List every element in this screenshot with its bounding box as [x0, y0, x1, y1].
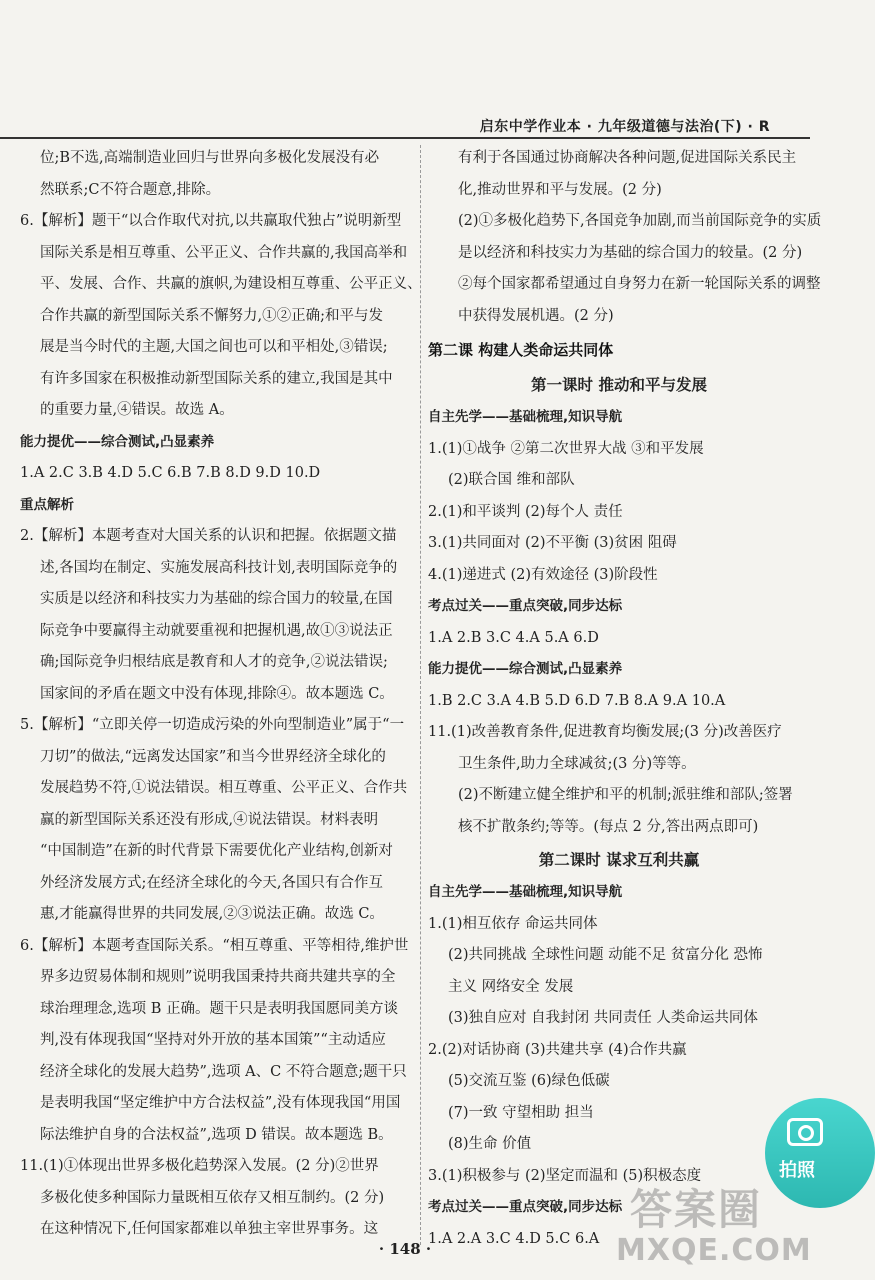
- section-heading: 重点解析: [20, 496, 74, 513]
- text-line: 有许多国家在积极推动新型国际关系的建立,我国是其中: [40, 370, 393, 387]
- text-line: 中获得发展机遇。(2 分): [458, 307, 614, 324]
- text-line: “中国制造”在新的时代背景下需要优化产业结构,创新对: [40, 843, 393, 859]
- text-line: 判,没有体现我国“坚持对外开放的基本国策”“主动适应: [40, 1032, 386, 1048]
- right-column: [428, 143, 822, 1255]
- text-line: 1.A 2.A 3.C 4.D 5.C 6.A: [428, 1230, 600, 1247]
- text-line: 2.(2)对话协商 (3)共建共享 (4)合作共赢: [428, 1041, 687, 1058]
- text-line: 多极化使多种国际力量既相互依存又相互制约。(2 分): [40, 1189, 385, 1206]
- section-heading: 能力提优——综合测试,凸显素养: [20, 433, 215, 450]
- text-line: 位;B不选,高端制造业回归与世界向多极化发展没有必: [40, 150, 380, 166]
- text-line: (8)生命 价值: [448, 1136, 532, 1152]
- text-line: 主义 网络安全 发展: [448, 978, 574, 995]
- text-line: (5)交流互鉴 (6)绿色低碳: [448, 1073, 610, 1089]
- page-header: [0, 0, 810, 150]
- text-line: 3.(1)共同面对 (2)不平衡 (3)贫困 阻碍: [428, 535, 677, 551]
- text-line: 是以经济和科技实力为基础的综合国力的较量。(2 分): [458, 244, 803, 261]
- section-heading: 自主先学——基础梳理,知识导航: [428, 884, 623, 900]
- text-line: 外经济发展方式;在经济全球化的今天,各国只有合作互: [40, 874, 383, 891]
- text-line: 合作共赢的新型国际关系不懈努力,①②正确;和平与发: [40, 307, 383, 324]
- column-divider: [420, 145, 421, 1245]
- text-line: 惠,才能赢得世界的共同发展,②③说法正确。故选 C。: [40, 906, 384, 922]
- text-line: 刀切”的做法,“远离发达国家”和当今世界经济全球化的: [40, 748, 386, 765]
- left-column: [20, 143, 422, 1246]
- text-line: 有利于各国通过协商解决各种问题,促进国际关系民主: [458, 150, 797, 166]
- text-line: (2)联合国 维和部队: [448, 472, 575, 488]
- page-number: · 148 ·: [378, 1240, 432, 1258]
- section-heading: 考点过关——重点突破,同步达标: [428, 598, 623, 614]
- text-line: 1.B 2.C 3.A 4.B 5.D 6.D 7.B 8.A 9.A 10.A: [428, 692, 726, 709]
- text-line: 平、发展、合作、共赢的旗帜,为建设相互尊重、公平正义、: [40, 276, 422, 292]
- text-line: 确;国际竞争归根结底是教育和人才的竞争,②说法错误;: [40, 654, 388, 670]
- text-line: 6.【解析】题干“以合作取代对抗,以共赢取代独占”说明新型: [20, 213, 402, 229]
- text-line: 球治理理念,选项 B 正确。题干只是表明我国愿同美方谈: [40, 1000, 398, 1017]
- text-line: 1.(1)相互依存 命运共同体: [428, 915, 598, 932]
- text-line: 1.A 2.C 3.B 4.D 5.C 6.B 7.B 8.D 9.D 10.D: [20, 465, 321, 481]
- text-line: (2)①多极化趋势下,各国竞争加剧,而当前国际竞争的实质: [458, 213, 822, 229]
- watermark: [610, 1175, 810, 1275]
- text-line: 1.(1)①战争 ②第二次世界大战 ③和平发展: [428, 440, 704, 457]
- text-line: 6.【解析】本题考查国际关系。“相互尊重、平等相待,维护世: [20, 937, 409, 954]
- camera-icon: [787, 1118, 823, 1146]
- text-line: 界多边贸易体制和规则”说明我国秉持共商共建共享的全: [40, 969, 396, 985]
- watermark-top: 答案圈: [630, 1185, 763, 1234]
- text-line: 述,各国均在制定、实施发展高科技计划,表明国际竞争的: [40, 559, 398, 576]
- text-line: 2.【解析】本题考查对大国关系的认识和把握。依据题文描: [20, 528, 397, 544]
- text-line: (3)独自应对 自我封闭 共同责任 人类命运共同体: [448, 1010, 758, 1026]
- text-line: 卫生条件,助力全球减贫;(3 分)等等。: [458, 755, 696, 772]
- text-line: 的重要力量,④错误。故选 A。: [40, 402, 234, 418]
- header-title: 启东中学作业本 · 九年级道德与法治(下) · R: [479, 119, 770, 135]
- text-line: 2.(1)和平谈判 (2)每个人 责任: [428, 503, 623, 520]
- text-line: 11.(1)改善教育条件,促进教育均衡发展;(3 分)改善医疗: [428, 724, 782, 740]
- text-line: 11.(1)①体现出世界多极化趋势深入发展。(2 分)②世界: [20, 1158, 379, 1174]
- text-line: (2)不断建立健全维护和平的机制;派驻维和部队;签署: [458, 787, 793, 803]
- text-line: 5.【解析】“立即关停一切造成污染的外向型制造业”属于“一: [20, 717, 405, 733]
- text-line: 化,推动世界和平与发展。(2 分): [458, 181, 662, 198]
- photo-button-label: 拍照: [779, 1160, 815, 1181]
- text-line: 1.A 2.B 3.C 4.A 5.A 6.D: [428, 629, 599, 646]
- text-line: (7)一致 守望相助 担当: [448, 1104, 594, 1121]
- text-line: 然联系;C不符合题意,排除。: [40, 181, 221, 198]
- lesson-title: 第二课 构建人类命运共同体: [428, 341, 614, 359]
- section-subtitle: 第二课时 谋求互利共赢: [538, 851, 700, 869]
- header-rule: [0, 137, 810, 139]
- text-line: 在这种情况下,任何国家都难以单独主宰世界事务。这: [40, 1221, 379, 1237]
- section-subtitle: 第一课时 推动和平与发展: [531, 376, 707, 394]
- text-line: (2)共同挑战 全球性问题 动能不足 贫富分化 恐怖: [448, 947, 763, 963]
- text-line: 4.(1)递进式 (2)有效途径 (3)阶段性: [428, 566, 658, 583]
- text-line: 赢的新型国际关系还没有形成,④说法错误。材料表明: [40, 811, 379, 828]
- text-line: 3.(1)积极参与 (2)坚定而温和 (5)积极态度: [428, 1167, 702, 1184]
- section-heading: 能力提优——综合测试,凸显素养: [428, 661, 623, 677]
- text-line: 经济全球化的发展大趋势”,选项 A、C 不符合题意;题干只: [40, 1063, 407, 1080]
- section-heading: 考点过关——重点突破,同步达标: [428, 1199, 623, 1215]
- text-line: 发展趋势不符,①说法错误。相互尊重、公平正义、合作共: [40, 780, 408, 796]
- section-heading: 自主先学——基础梳理,知识导航: [428, 409, 623, 425]
- text-line: 展是当今时代的主题,大国之间也可以和平相处,③错误;: [40, 339, 388, 355]
- text-line: 核不扩散条约;等等。(每点 2 分,答出两点即可): [458, 818, 759, 835]
- text-line: 国家间的矛盾在题文中没有体现,排除④。故本题选 C。: [40, 685, 394, 702]
- text-line: ②每个国家都希望通过自身努力在新一轮国际关系的调整: [458, 276, 821, 292]
- watermark-bottom: MXQE.COM: [616, 1233, 812, 1268]
- text-line: 实质是以经济和科技实力为基础的综合国力的较量,在国: [40, 591, 393, 607]
- text-line: 是表明我国“坚定维护中方合法权益”,没有体现我国“用国: [40, 1095, 401, 1111]
- text-line: 际法维护自身的合法权益”,选项 D 错误。故本题选 B。: [40, 1126, 393, 1143]
- text-line: 际竞争中要赢得主动就要重视和把握机遇,故①③说法正: [40, 622, 393, 639]
- text-line: 国际关系是相互尊重、公平正义、合作共赢的,我国高举和: [40, 244, 408, 261]
